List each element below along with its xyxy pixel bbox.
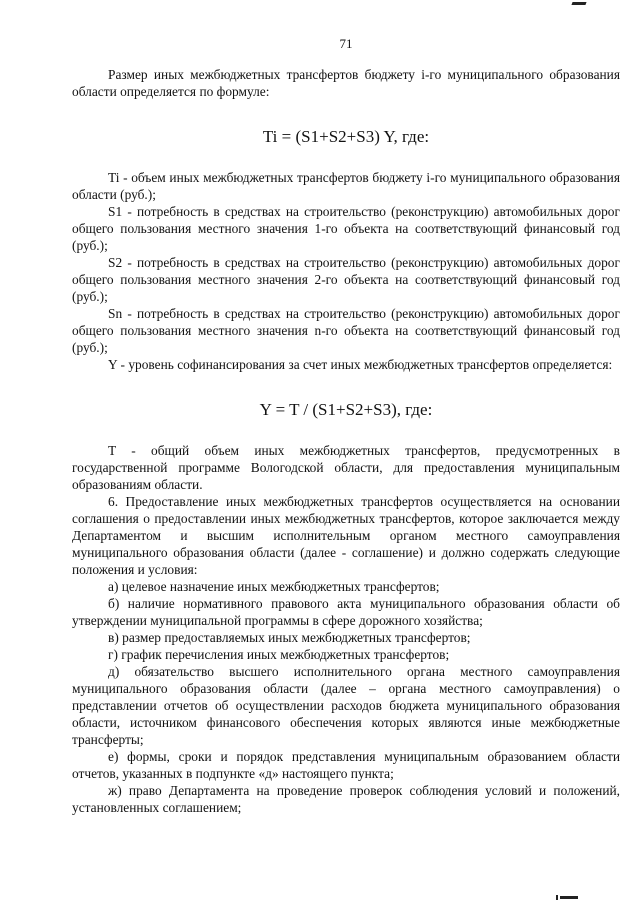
list-item-v: в) размер предоставляемых иных межбюджетных трансфертов; — [108, 630, 471, 645]
paragraph-y-definition: Y - уровень софинансирования за счет иных межбюджетных трансфертов определяется: — [108, 357, 613, 372]
paragraph-s1-definition: S1 - потребность в средствах на строительство (реконструкцию) автомобильных дорог общего пользования местного значения 1-го объекта на соответствующий финансовый год (руб.); — [72, 204, 620, 253]
paragraph-intro: Размер иных межбюджетных трансфертов бюджету i-го муниципального образования области определяется по формуле: — [72, 67, 620, 99]
paragraph-ti-definition: Ti - объем иных межбюджетных трансфертов бюджету i-го муниципального образования области (руб.); — [72, 170, 620, 202]
list-item-e: е) формы, сроки и порядок представления муниципальным образованием области отчетов, указанных в подпункте «д» настоящего пункта; — [72, 749, 620, 781]
paragraph-sn-definition: Sn - потребность в средствах на строительство (реконструкцию) автомобильных дорог общего пользования местного значения n-го объекта на соответствующий финансовый год (руб.); — [72, 306, 620, 355]
list-item-g: г) график перечисления иных межбюджетных трансфертов; — [108, 647, 450, 662]
paragraph-item-6: 6. Предоставление иных межбюджетных трансфертов осуществляется на основании соглашения о предоставлении иных межбюджетных трансфертов, которое заключается между Департаментом и высшим исполнительным органом местного самоуправления муниципального образования области (далее - соглашение) и должно содержать следующие положения и условия: — [72, 494, 620, 577]
scan-mark-top — [571, 2, 586, 5]
paragraph-s2-definition: S2 - потребность в средствах на строительство (реконструкцию) автомобильных дорог общего пользования местного значения 2-го объекта на соответствующий финансовый год (руб.); — [72, 255, 620, 304]
page-number: 71 — [339, 36, 353, 51]
list-item-zh: ж) право Департамента на проведение проверок соблюдения условий и положений, установленных соглашением; — [72, 783, 620, 815]
scan-mark-bottom — [560, 896, 578, 899]
formula-ti: Ti = (S1+S2+S3) Y, где: — [262, 127, 430, 146]
list-item-b: б) наличие нормативного правового акта муниципального образования области об утверждении муниципальной программы в сфере дорожного хозяйства; — [72, 596, 620, 628]
paragraph-t-definition: T - общий объем иных межбюджетных трансфертов, предусмотренных в государственной программе Вологодской области, для предоставления муниципальным образованиям области. — [72, 443, 620, 492]
document-body — [72, 66, 620, 816]
list-item-a: а) целевое назначение иных межбюджетных трансфертов; — [108, 579, 440, 594]
list-item-d: д) обязательство высшего исполнительного органа местного самоуправления муниципального образования области (далее – органа местного самоуправления) о представлении отчетов об осуществлении расходов бюджета муниципального образования области, источником финансового обеспечения которых являются иные межбюджетные трансферты; — [72, 664, 620, 747]
formula-y: Y = T / (S1+S2+S3), где: — [259, 400, 433, 419]
